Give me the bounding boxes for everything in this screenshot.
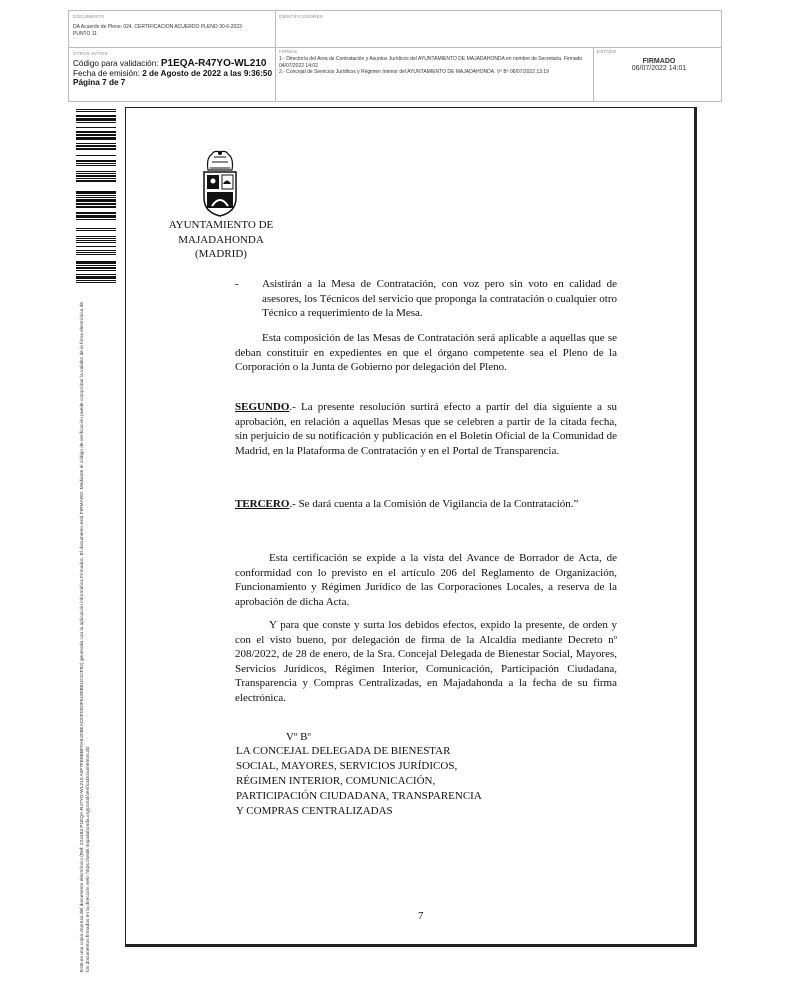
signature-line-3: RÉGIMEN INTERIOR, COMUNICACIÓN, [236,775,436,787]
coat-of-arms-icon [198,150,242,218]
validation-code: P1EQA-R47YO-WL210 [160,58,267,69]
estado-fecha: 06/07/2022 14:01 [631,65,687,72]
signature-block [236,744,482,819]
side-verification-text: Este es una copia impresa del documento electrónico (Ref: 224483 P1EQA-R47YO-WL210 A0F7FE8EBF0A91D8EACDFCE0F6180B91D1CF82) generada con la aplicación informática Firmadoc. El documento está FIRMADO. Mediante el código de verificación puede comprobar la validez de la firma electrónica de los documentos firmados en la dirección web: https://sede.majadahonda.org/portal/verificaDocumentos.do [80,301,91,972]
org-line-1: AYUNTAMIENTO DE [168,219,274,231]
paragraph-composition [235,331,617,375]
document-header [68,10,722,102]
documento-value: DA Acuerdo de Pleno: 024. CERTIFICACION ACUERDO PLENO 30-6-2022 PUNTO 11 [73,24,242,37]
firmas-cell [279,49,589,76]
org-line-2: MAJADAHONDA [178,233,264,246]
emission-date: 2 de Agosto de 2022 a las 9:36:50 [142,68,273,78]
signature-line-2: SOCIAL, MAYORES, SERVICIOS JURÍDICOS, [236,760,458,772]
paragraph-certification [235,551,617,609]
firmas-label: FIRMAS [279,49,298,54]
identificadores-label: IDENTIFICADORES [279,14,324,19]
emission-date-line [73,69,273,79]
estado-label: ESTADO [597,49,617,54]
firma-1: 1.- Director/a del Area de Contratación y Asuntos Jurídicos del AYUNTAMIENTO DE MAJADAHONDA en nombre de Secretaria. Firmado 04/07/2022 14:02 [279,56,583,69]
barcode-image [76,107,116,283]
visto-bueno: Vº Bº [286,731,311,743]
paragraph-certification-text: Esta certificación se expide a la vista del Avance de Borrador de Acta, de conformidad con lo previsto en el artículo 206 del Reglamento de Organización, Funcionamiento y Régimen Jurídico de las Corporaciones Locales, a reserva de la aprobación de dicha Acta. [235,552,617,608]
tercero-label: TERCERO [235,498,290,510]
signature-line-5: Y COMPRAS CENTRALIZADAS [236,805,393,817]
bullet-paragraph [235,277,617,321]
firma-2: 2.- Concejal de Servicios Jurídicos y Régimen Interior del AYUNTAMIENTO DE MAJADAHONDA. Vº Bº 06/07/2022 13:19 [279,69,549,75]
municipality-name [160,218,282,262]
paragraph-conste-text: Y para que conste y surta los debidos efectos, expido la presente, de orden y con el visto bueno, por delegación de firma de la Alcaldía mediante Decreto nº 208/2022, de 28 de enero, de la Sra. Concejal Delegada de Bienestar Social, Mayores, Servicios Jurídicos, Régimen Interior, Comunicación, Participación Ciudadana, Transparencia y Compras Centralizadas, en Majadahonda a la fecha de su firma electrónica. [235,619,617,704]
otros-datos-cell [73,51,273,88]
page-number: 7 [418,910,424,922]
bullet-text: Asistirán a la Mesa de Contratación, con voz pero sin voto en calidad de asesores, los Técnicos del servicio que proponga la contratación o cualquier otro Técnico a requerimiento de la Mesa. [262,278,617,319]
signature-line-4: PARTICIPACIÓN CIUDADANA, TRANSPARENCIA [236,790,482,802]
paragraph-conste [235,618,617,705]
tercero-text: .- Se dará cuenta a la Comisión de Vigilancia de la Contratación.” [289,498,579,510]
paragraph-composition-text: Esta composición de las Mesas de Contratación será aplicable a aquellas que se deban constituir en expedientes en que el órgano competente sea el Pleno de la Corporación o la Junta de Gobierno por delegación del Pleno. [235,332,617,373]
paragraph-segundo [235,400,617,458]
identificadores-cell [279,14,323,19]
segundo-label: SEGUNDO [235,401,290,413]
signature-line-1: LA CONCEJAL DELEGADA DE BIENESTAR [236,745,451,757]
bullet-dash: - [235,278,239,290]
org-line-3: (MADRID) [195,248,247,260]
paragraph-tercero [235,497,617,512]
validation-code-label: Código para validación: [73,59,159,68]
documento-cell [73,14,269,37]
emission-date-label: Fecha de emisión: [73,68,140,78]
segundo-text: .- La presente resolución surtirá efecto a partir del día siguiente a su aprobación, en relación a aquellas Mesas que se celebren a partir de la citada fecha, sin perjuicio de su notificación y publicación en el Boletín Oficial de la Comunidad de Madrid, en la Plataforma de Contratación y en el Portal de Transparencia. [235,401,617,457]
estado-cell [597,49,721,72]
documento-label: DOCUMENTO [73,14,105,19]
validation-code-line [73,59,273,69]
estado-value: FIRMADO [642,58,676,65]
otros-datos-label: OTROS DATOS [73,51,108,56]
page-count: Página 7 de 7 [73,78,126,87]
